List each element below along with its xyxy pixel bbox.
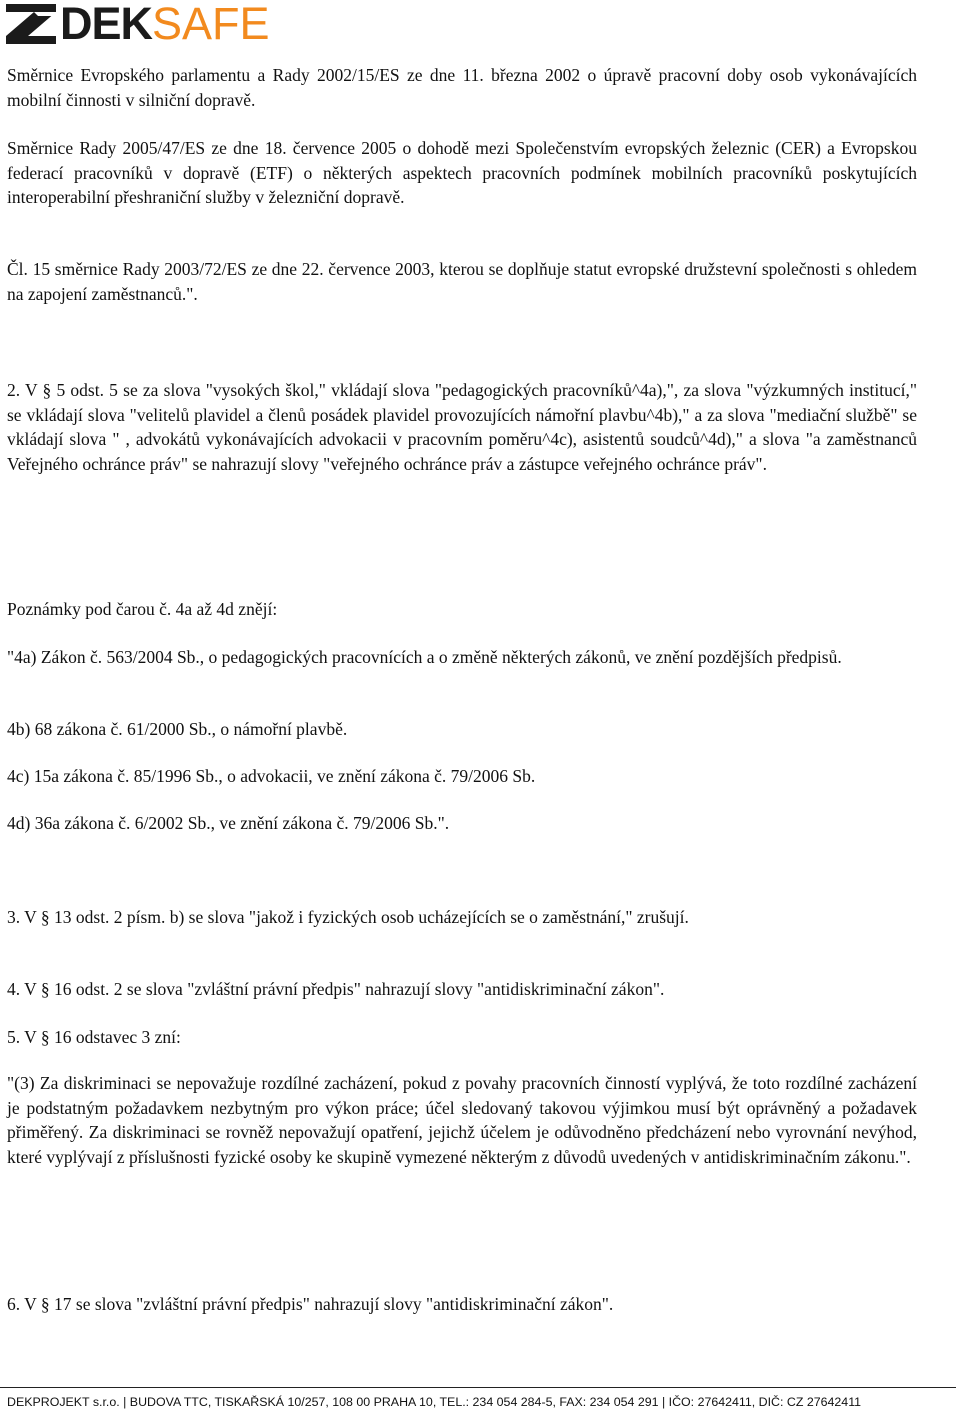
logo-text-safe: SAFE [152, 0, 270, 49]
paragraph-footnote-4a: "4a) Zákon č. 563/2004 Sb., o pedagogických pracovnících a o změně některých zákonů, ve znění pozdějších předpisů. [7, 647, 842, 667]
paragraph-footnote-4c: 4c) 15a zákona č. 85/1996 Sb., o advokacii, ve znění zákona č. 79/2006 Sb. [7, 766, 536, 786]
paragraph-directive-2002-15: Směrnice Evropského parlamentu a Rady 2002/15/ES ze dne 11. března 2002 o úpravě pracovní doby osob vykonávajících mobilní činnosti v silniční dopravě. [7, 65, 917, 110]
paragraph-footnote-4b: 4b) 68 zákona č. 61/2000 Sb., o námořní plavbě. [7, 719, 348, 739]
paragraph-footnote-4d: 4d) 36a zákona č. 6/2002 Sb., ve znění zákona č. 79/2006 Sb.". [7, 813, 450, 833]
paragraph-directive-2005-47: Směrnice Rady 2005/47/ES ze dne 18. července 2005 o dohodě mezi Společenstvím evropských železnic (CER) a Evropskou federací pracovníků v dopravě (ETF) o některých aspektech pracovních podmínek mobilních pracovníků poskytujících interoperabilní přeshraniční služby v železniční dopravě. [7, 138, 917, 207]
footer-company-info: DEKPROJEKT s.r.o. | BUDOVA TTC, TISKAŘSKÁ 10/257, 108 00 PRAHA 10, TEL.: 234 054 284-5, FAX: 234 054 291 | IČO: 27642411, DIČ: CZ 27642411 [7, 1395, 862, 1409]
paragraph-point-5: 5. V § 16 odstavec 3 zní: [7, 1027, 181, 1047]
paragraph-section-3-text: "(3) Za diskriminaci se nepovažuje rozdílné zacházení, pokud z povahy pracovních činností vyplývá, že toto rozdílné zacházení je podstatným požadavkem nezbytným pro výkon práce; účel sledovaný takovou výjimkou musí být oprávněný a požadavek přiměřený. Za diskriminaci se rovněž nepovažují opatření, jejichž účelem je odůvodněno předcházení nebo vyrovnání nevýhod, které vyplývají z příslušnosti fyzické osoby ke skupině vymezené některým z důvodů uvedených v antidiskriminačním zákonu.". [7, 1073, 917, 1167]
logo-text-dek: DEK [60, 0, 153, 49]
paragraph-point-4: 4. V § 16 odst. 2 se slova "zvláštní právní předpis" nahrazují slovy "antidiskriminační zákon". [7, 979, 665, 999]
dek-safe-logo [4, 0, 270, 49]
paragraph-point-3: 3. V § 13 odst. 2 písm. b) se slova "jakož i fyzických osob ucházejících se o zaměstnání," zrušují. [7, 907, 689, 927]
paragraph-article-15: Čl. 15 směrnice Rady 2003/72/ES ze dne 22. července 2003, kterou se doplňuje statut evropské družstevní společnosti s ohledem na zapojení zaměstnanců.". [7, 259, 917, 304]
footer-divider [0, 1387, 956, 1388]
paragraph-point-2: 2. V § 5 odst. 5 se za slova "vysokých škol," vkládají slova "pedagogických pracovníků^4a),", za slova "výzkumných institucí," se vkládají slova "velitelů plavidel a členů posádek plavidel provozujících námořní plavbu^4b)," a za slova "mediační službě" se vkládají slova " , advokátů vykonávajících advokacii v pracovním poměru^4c), asistentů soudců^4d)," a slova "a zaměstnanců Veřejného ochránce práv" se nahrazují slovy "veřejného ochránce práv a zástupce veřejného ochránce práv". [7, 380, 917, 474]
dek-logo-mark-icon [4, 2, 58, 46]
paragraph-footnotes-heading: Poznámky pod čarou č. 4a až 4d znějí: [7, 599, 278, 619]
paragraph-point-6: 6. V § 17 se slova "zvláštní právní předpis" nahrazují slovy "antidiskriminační zákon". [7, 1294, 614, 1314]
